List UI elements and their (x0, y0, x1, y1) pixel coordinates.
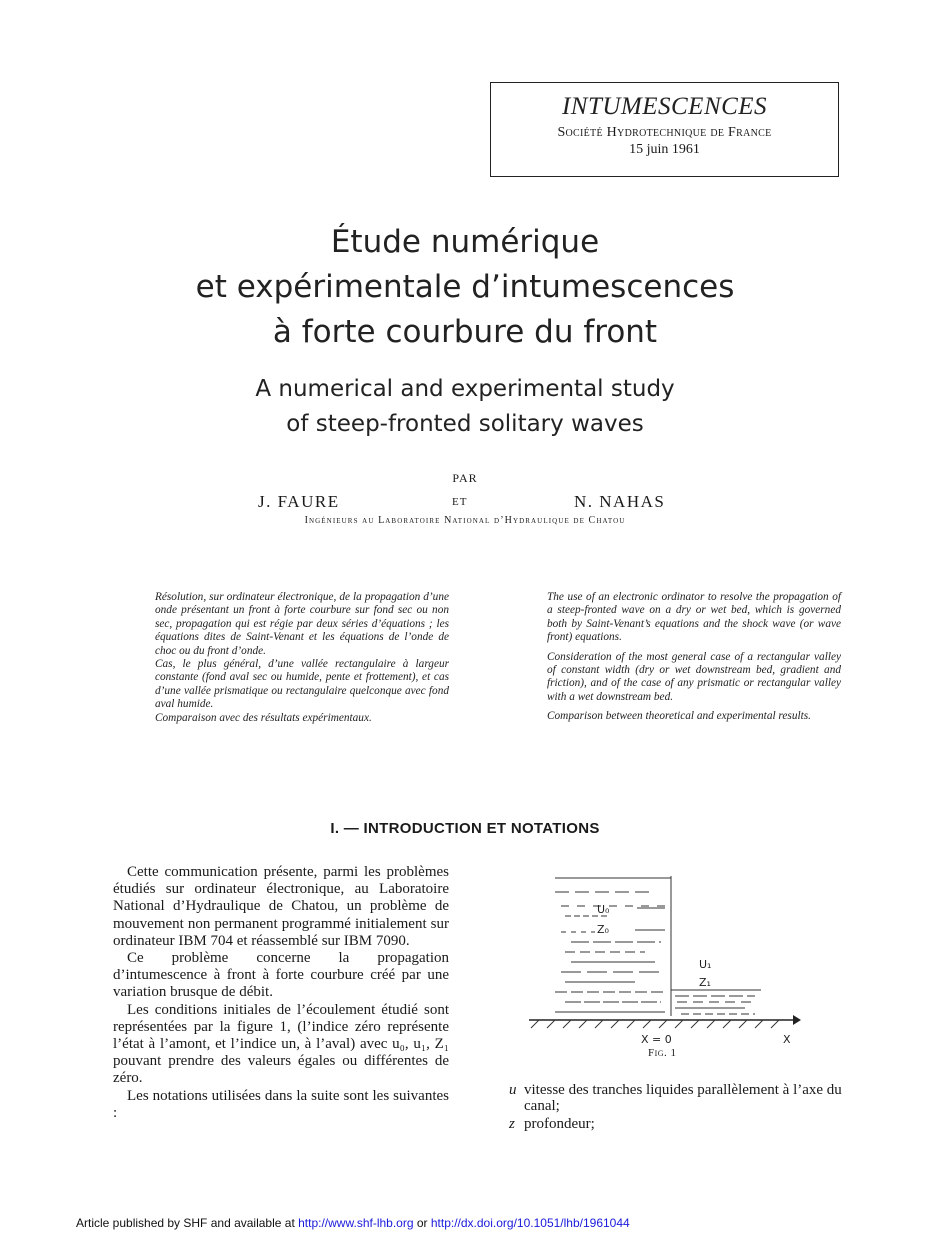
title-fr-line: et expérimentale d’intumescences (195, 269, 735, 305)
journal-organization: Société Hydrotechnique de France (557, 125, 772, 140)
notation-item (509, 1082, 845, 1114)
notation-description: vitesse des tranches liquides parallèlement à l’axe du canal; (524, 1082, 842, 1114)
abstract-en-paragraph: Comparison between theoretical and experimental results. (547, 710, 811, 723)
author-1: J. FAURE (258, 492, 340, 511)
upstream-water-lines (555, 876, 671, 1016)
author-conjunction: ET (452, 496, 468, 508)
notation-description: profondeur; (524, 1116, 595, 1132)
title-fr-line: à forte courbure du front (272, 314, 658, 350)
label-u1: U₁ (699, 958, 712, 971)
abstract-fr-paragraph: Comparaison avec des résultats expérimentaux. (155, 711, 372, 724)
journal-header-box (490, 82, 839, 177)
abstract-fr-paragraph: Cas, le plus général, d’une vallée rectangulaire à largeur constante (fond aval sec ou humide, pente et frottement), et cas d’une vallée prismatique ou rectangulaire quelconque avec fond aval humide. (155, 658, 449, 711)
footer-link-shf[interactable]: http://www.shf-lhb.org (298, 1216, 414, 1230)
body-paragraph: Les conditions initiales de l’écoulement étudié sont représentées par la figure 1, (l’indice zéro représente l’état à l’amont, et l’indice un, à l’aval) avec u₀, u₁, Z₁ pouvant prendre des valeurs égales ou différentes de zéro. (113, 1001, 449, 1087)
label-u0: U₀ (597, 903, 610, 916)
bed-hatching (531, 1020, 779, 1028)
abstract-fr-paragraph: Résolution, sur ordinateur électronique, de la propagation d’une onde présentant un front à forte courbure sur fond sec ou non sec, propagation qui est régie par deux séries d’équations ; les équations dites de Saint-Venant et les équations de l’onde de choc ou du front d’onde. (155, 591, 449, 657)
author-affiliation: Ingénieurs au Laboratoire National d’Hydraulique de Chatou (304, 515, 626, 526)
title-en-line: A numerical and experimental study (255, 376, 675, 402)
title-french (0, 220, 930, 355)
abstract-en-paragraph: The use of an electronic ordinator to resolve the propagation of a steep-fronted wave on a dry or wet bed, which is governed both by Saint-Venant’s equations and the shock wave (or wave front) equations. (547, 591, 841, 644)
title-fr-line: Étude numérique (330, 224, 600, 260)
footer-link-doi[interactable]: http://dx.doi.org/10.1051/lhb/1961044 (430, 1216, 630, 1230)
journal-title: INTUMESCENCES (561, 93, 768, 120)
title-english (0, 372, 930, 442)
figure-1-diagram (525, 872, 825, 1062)
label-z1: Z₁ (699, 976, 711, 989)
label-x-axis: X (783, 1033, 791, 1046)
body-text (113, 864, 449, 1122)
figure-1-caption: Fig. 1 (648, 1047, 677, 1059)
title-en-line: of steep-fronted solitary waves (286, 411, 644, 437)
notation-symbol: z (509, 1116, 515, 1132)
journal-date: 15 juin 1961 (629, 142, 700, 157)
author-2: N. NAHAS (574, 492, 666, 511)
abstract-french (155, 591, 449, 725)
label-x-origin: X = 0 (641, 1033, 672, 1046)
abstract-en-paragraph: Consideration of the most general case of a rectangular valley of constant width (dry or wet downstream bed, gradient and friction), and of the case of any prismatic or rectangular valley with a wet downstream bed. (547, 650, 841, 703)
x-axis-arrow-icon (793, 1015, 801, 1025)
footer-citation (76, 1216, 630, 1230)
footer-middle: or (413, 1216, 431, 1230)
downstream-water-lines (671, 990, 761, 1014)
body-paragraph: Les notations utilisées dans la suite sont les suivantes : (113, 1087, 449, 1121)
notation-item (509, 1116, 845, 1132)
body-paragraph: Ce problème concerne la propagation d’intumescence à front à forte courbure créé par une variation brusque de débit. (113, 950, 449, 1001)
footer-prefix: Article published by SHF and available at (76, 1216, 299, 1230)
label-z0: Z₀ (597, 923, 609, 936)
body-paragraph: Cette communication présente, parmi les problèmes étudiés sur ordinateur électronique, au Laboratoire National d’Hydraulique de Chatou, un problème de mouvement non permanent programmé initialement sur ordinateur IBM 704 et réassemblé sur IBM 7090. (113, 864, 449, 949)
abstract-english (547, 591, 841, 730)
par-label: PAR (452, 471, 478, 485)
section-heading: I. — INTRODUCTION ET NOTATIONS (330, 820, 600, 837)
notation-symbol: u (509, 1082, 517, 1098)
